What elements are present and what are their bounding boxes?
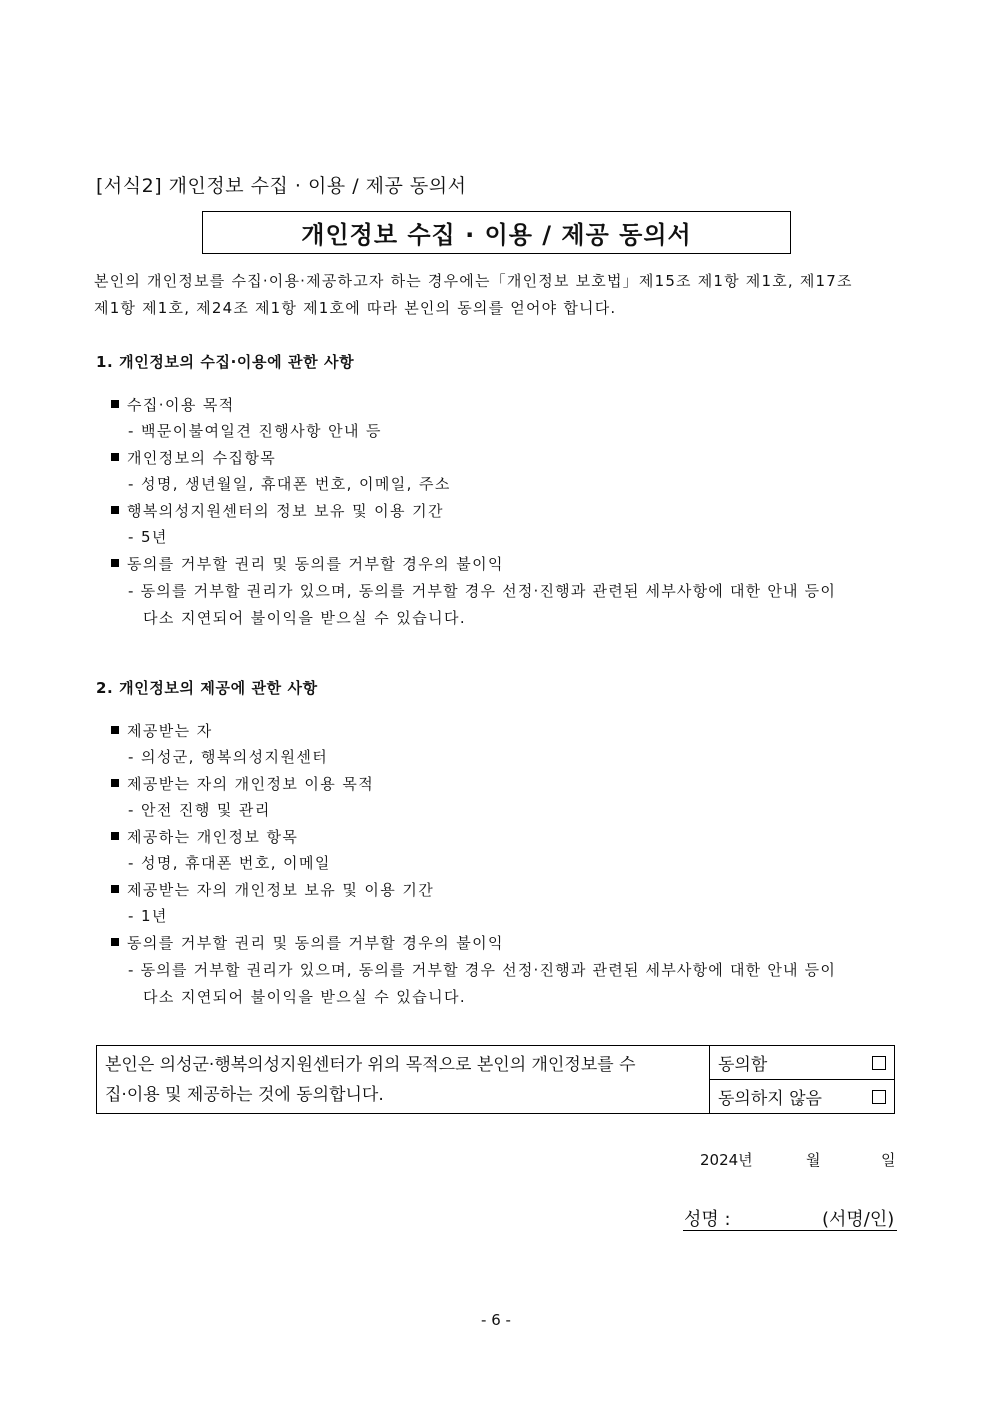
list-item: 개인정보의 수집항목 [111, 447, 276, 468]
square-bullet-icon [111, 453, 119, 461]
list-item: 제공받는 자의 개인정보 보유 및 이용 기간 [111, 879, 434, 900]
intro-line-1: 본인의 개인정보를 수집·이용·제공하고자 하는 경우에는「개인정보 보호법」제15조 제1항 제1호, 제17조 [94, 272, 853, 290]
square-bullet-icon [111, 400, 119, 408]
consent-table [96, 1045, 895, 1114]
square-bullet-icon [111, 559, 119, 567]
list-item-detail: 다소 지연되어 불이익을 받으실 수 있습니다. [143, 609, 467, 627]
list-item: 수집·이용 목적 [111, 394, 235, 415]
date-year: 2024년 [700, 1151, 753, 1169]
square-bullet-icon [111, 832, 119, 840]
list-item-detail: - 1년 [128, 907, 168, 925]
list-item: 행복의성지원센터의 정보 보유 및 이용 기간 [111, 500, 444, 521]
list-item: 제공하는 개인정보 항목 [111, 826, 298, 847]
page-number: - 6 - [481, 1311, 511, 1329]
disagree-option[interactable] [710, 1080, 895, 1114]
list-item-detail: - 동의를 거부할 권리가 있으며, 동의를 거부할 경우 선정·진행과 관련된 세부사항에 대한 안내 등이 [128, 961, 837, 979]
agree-option[interactable] [710, 1046, 895, 1080]
document-title-text: 개인정보 수집 · 이용 / 제공 동의서 [301, 221, 692, 249]
consent-statement-line-2: 집·이용 및 제공하는 것에 동의합니다. [105, 1084, 384, 1105]
date-day: 일 [881, 1151, 896, 1169]
form-label: [서식2] 개인정보 수집 · 이용 / 제공 동의서 [96, 175, 467, 197]
intro-line-2: 제1항 제1호, 제24조 제1항 제1호에 따라 본인의 동의를 얻어야 합니다. [94, 299, 617, 317]
date-month: 월 [806, 1151, 821, 1169]
consent-statement-line-1: 본인은 의성군·행복의성지원센터가 위의 목적으로 본인의 개인정보를 수 [105, 1054, 636, 1075]
list-item-detail: - 백문이불여일견 진행사항 안내 등 [128, 422, 382, 440]
list-item-detail: - 성명, 생년월일, 휴대폰 번호, 이메일, 주소 [128, 475, 451, 493]
disagree-checkbox[interactable] [872, 1090, 886, 1104]
section1-heading: 1. 개인정보의 수집·이용에 관한 사항 [96, 353, 355, 371]
signature-label: 성명 : [684, 1209, 731, 1230]
list-item-detail: 다소 지연되어 불이익을 받으실 수 있습니다. [143, 988, 467, 1006]
signature-suffix: (서명/인) [822, 1209, 895, 1230]
list-item-detail: - 성명, 휴대폰 번호, 이메일 [128, 854, 331, 872]
square-bullet-icon [111, 726, 119, 734]
agree-checkbox[interactable] [872, 1056, 886, 1070]
square-bullet-icon [111, 938, 119, 946]
square-bullet-icon [111, 506, 119, 514]
document-title [202, 211, 791, 254]
list-item-detail: - 5년 [128, 528, 168, 546]
section2-heading: 2. 개인정보의 제공에 관한 사항 [96, 679, 318, 697]
list-item: 동의를 거부할 권리 및 동의를 거부할 경우의 불이익 [111, 553, 504, 574]
list-item-detail: - 의성군, 행복의성지원센터 [128, 748, 329, 766]
agree-label: 동의함 [718, 1055, 768, 1075]
list-item: 동의를 거부할 권리 및 동의를 거부할 경우의 불이익 [111, 932, 504, 953]
list-item: 제공받는 자 [111, 720, 213, 741]
consent-statement [97, 1046, 710, 1114]
disagree-label: 동의하지 않음 [718, 1089, 822, 1109]
square-bullet-icon [111, 779, 119, 787]
list-item-detail: - 동의를 거부할 권리가 있으며, 동의를 거부할 경우 선정·진행과 관련된 세부사항에 대한 안내 등이 [128, 582, 837, 600]
signature-underline [683, 1230, 897, 1231]
square-bullet-icon [111, 885, 119, 893]
list-item: 제공받는 자의 개인정보 이용 목적 [111, 773, 374, 794]
list-item-detail: - 안전 진행 및 관리 [128, 801, 271, 819]
